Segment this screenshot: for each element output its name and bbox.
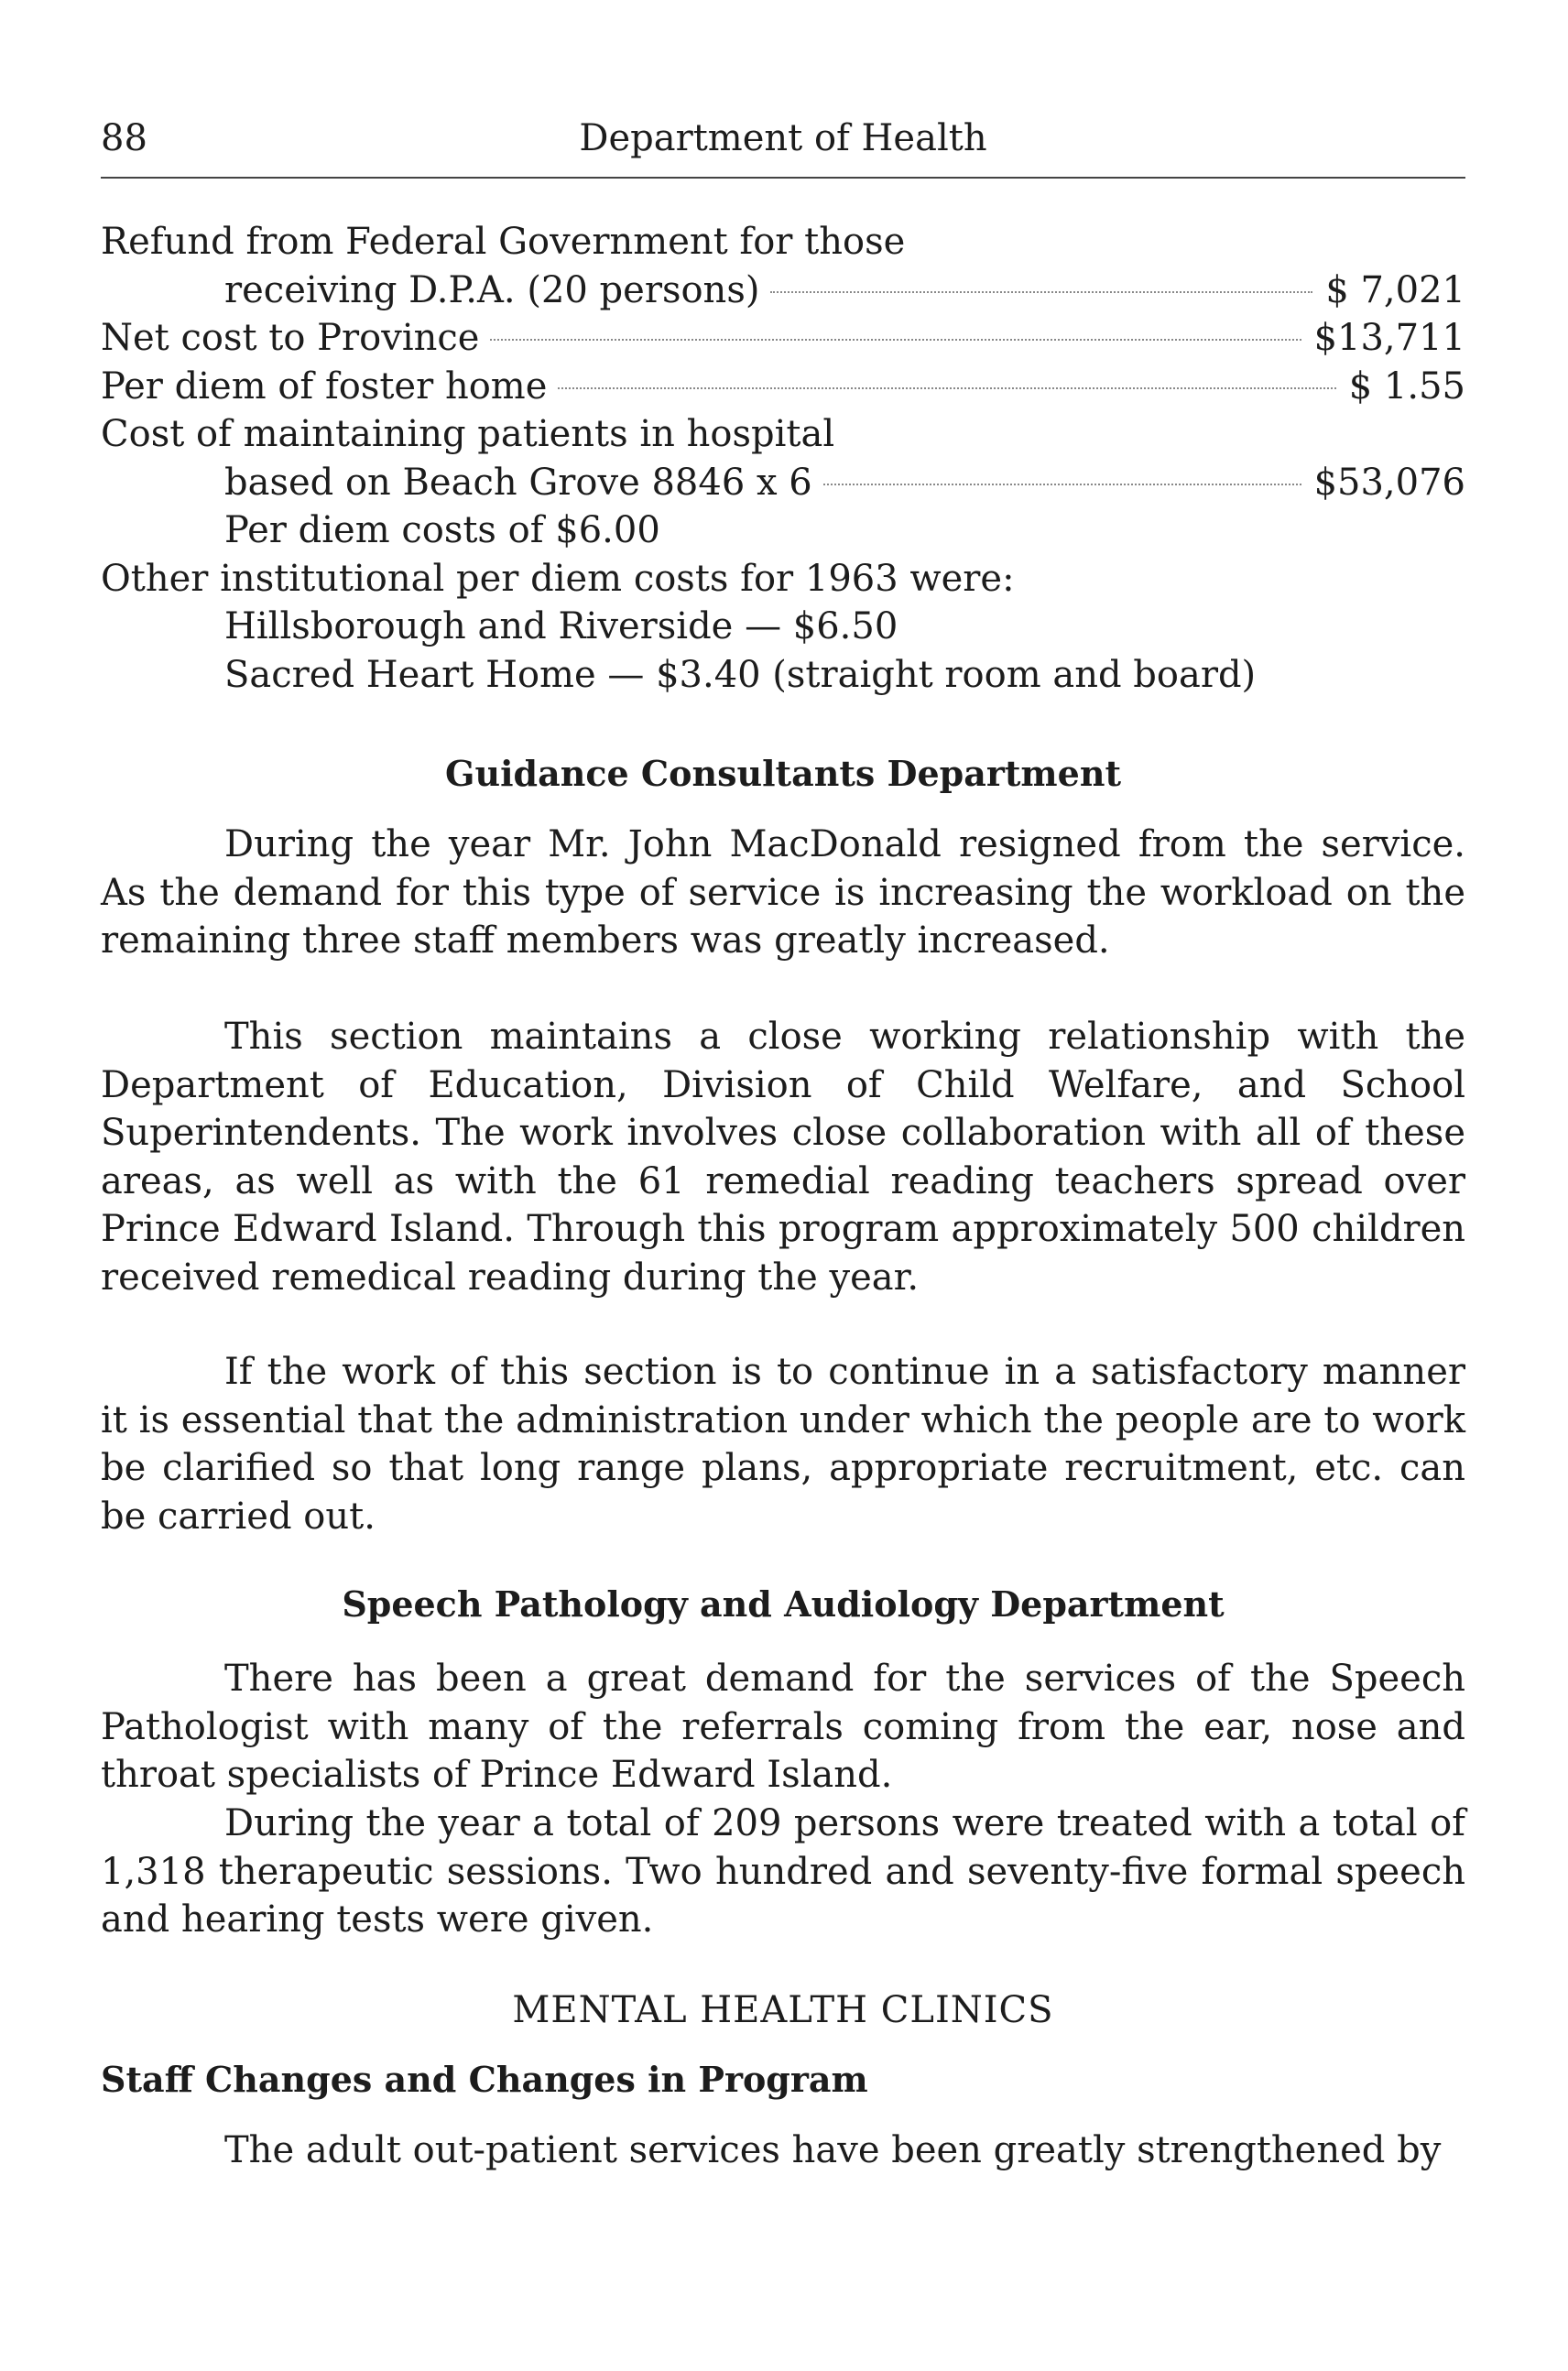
ledger-line <box>101 266 1465 315</box>
other-cost-item: Hillsborough and Riverside — $6.50 <box>224 605 898 647</box>
cost-ledger <box>101 218 1465 699</box>
ledger-line <box>101 506 1465 555</box>
dot-leader <box>770 291 1312 293</box>
ledger-line <box>101 363 1465 411</box>
ledger-line <box>101 555 1465 604</box>
ledger-line <box>101 459 1465 507</box>
ledger-line <box>101 651 1465 700</box>
refund-label-line-2: receiving D.P.A. (20 persons) <box>224 268 760 311</box>
hospital-label-line-1: Cost of maintaining patients in hospital <box>101 413 835 455</box>
refund-amount: $ 7,021 <box>1325 268 1465 311</box>
guidance-paragraph: If the work of this section is to continue in a satisfactory manner it is essential that the administration under which the people are to work be clarified so that long range plans, appropriate recruitment, etc. can be carried out. <box>101 1351 1465 1538</box>
header-rule <box>101 177 1465 179</box>
page-number: 88 <box>101 117 147 159</box>
hospital-amount: $53,076 <box>1313 461 1465 504</box>
mental-health-paragraph: The adult out-patient services have been greatly strengthened by <box>224 2129 1442 2171</box>
other-costs-label: Other institutional per diem costs for 1963 were: <box>101 557 1015 600</box>
net-cost-label: Net cost to Province <box>101 317 480 359</box>
dot-leader <box>490 339 1301 341</box>
ledger-line <box>101 314 1465 363</box>
section-heading-mental-health: MENTAL HEALTH CLINICS <box>512 1989 1054 2031</box>
dot-leader <box>823 484 1301 485</box>
speech-paragraph: There has been a great demand for the services of the Speech Pathologist with many of the referrals coming from the ear, nose and throat specialists of Prince Edward Island. <box>101 1658 1465 1796</box>
refund-label-line-1: Refund from Federal Government for those <box>101 221 906 263</box>
page-header <box>101 117 1465 172</box>
ledger-line <box>101 218 1465 266</box>
hospital-label-line-2: based on Beach Grove 8846 x 6 <box>224 461 812 504</box>
subheading-staff-changes: Staff Changes and Changes in Program <box>101 2059 868 2100</box>
dot-leader <box>558 387 1335 389</box>
ledger-line <box>101 603 1465 651</box>
per-diem-foster-amount: $ 1.55 <box>1348 364 1465 408</box>
section-heading-guidance: Guidance Consultants Department <box>445 753 1121 794</box>
other-cost-item: Sacred Heart Home — $3.40 (straight room and board) <box>224 653 1257 696</box>
speech-paragraph: During the year a total of 209 persons were treated with a total of 1,318 therapeutic sessions. Two hundred and seventy-five formal speech and hearing tests were given. <box>101 1802 1465 1941</box>
net-cost-amount: $13,711 <box>1313 317 1465 359</box>
section-heading-speech: Speech Pathology and Audiology Department <box>342 1583 1225 1625</box>
ledger-line <box>101 410 1465 459</box>
per-diem-foster-label: Per diem of foster home <box>101 364 548 408</box>
hospital-per-diem: Per diem costs of $6.00 <box>224 509 660 551</box>
guidance-paragraph: This section maintains a close working relationship with the Department of Education, Division of Child Welfare, and School Superintendents. The work involves close collaboration with all of these areas, as well as with the 61 remedial reading teachers spread over Prince Edward Island. Through this program approximately 500 children received remedical reading during the year. <box>101 1016 1465 1299</box>
guidance-paragraph: During the year Mr. John MacDonald resigned from the service. As the demand for this type of service is increasing the workload on the remaining three staff members was greatly increased. <box>101 823 1465 962</box>
running-head: Department of Health <box>579 117 987 159</box>
